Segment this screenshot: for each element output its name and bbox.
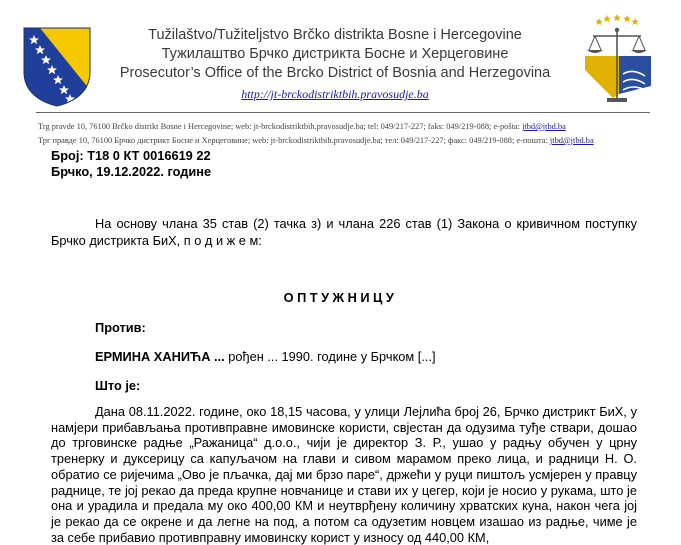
header-divider — [36, 112, 650, 113]
scales-of-justice-logo — [575, 14, 659, 110]
address-line-cyrillic — [38, 136, 594, 145]
website-link[interactable]: http://jt-brckodistriktbih.pravosudje.ba — [241, 87, 429, 101]
against-label: Против: — [95, 320, 146, 335]
header-website — [100, 87, 570, 102]
charge-description-paragraph: Дана 08.11.2022. године, око 18,15 часова, у улици Лејлића број 26, Брчко дистрикт БиХ, у намјери прибављања противправне имовинске користи, свјестан да одузима туђе ствари, дошао до трговинске радње „Ражаница“ д.о.о., чији је директор З. Р., ушао у радњу обучен у црну тренерку и дуксерицу са капуљачом на глави и сивом марамом преко лица, и радници Н. О. обратио се ријечима „Ово је пљачка, дај ми брзо паре“, држећи у руци пиштољ усмјерен у правцу раднице, те јој рекао да преда крупне новчанице и стави их у цегер, који је носио у рукама, што је она и урадила и предала му око 400,00 КМ и неутврђену количину хрватских куна, након чега јој је рекао да се окрене и да легне на под, а потом са одузетим новцем изашао из радње, чиме је за себе прибавио противправну имовинску корист у износу од 440,00 КМ, — [51, 404, 637, 545]
coat-of-arms-icon — [22, 26, 92, 108]
document-place-date: Брчко, 19.12.2022. године — [51, 164, 212, 179]
header-office-name-latin: Tužilaštvo/Tužiteljstvo Brčko distrikta Bosne i Hercegovine — [148, 27, 522, 43]
accused-line — [95, 349, 436, 364]
header-office-name-cyrillic: Тужилаштво Брчко дистрикта Босне и Херцеговине — [161, 46, 509, 62]
email-link[interactable]: jtbd@jtbd.ba — [522, 122, 566, 131]
address-line-latin — [38, 122, 566, 131]
address-text-latin: Trg pravde 10, 76100 Brčko distrikt Bosne i Hercegovine; web: jt-brckodistriktbih.pravosudje.ba; tel: 049/217-227; faks: 049/219-088; e-pošta: — [38, 122, 523, 131]
accused-name: ЕРМИНА ХАНИЋА ... — [95, 349, 225, 364]
accused-details: рођен ... 1990. године у Брчком [...] — [224, 349, 436, 364]
header-office-name-english: Prosecutor’s Office of the Brcko District of Bosnia and Herzegovina — [119, 65, 551, 81]
what-label: Што је: — [95, 378, 141, 393]
intro-paragraph: На основу члана 35 став (2) тачка з) и члана 226 став (1) Закона о кривичном поступку Брчко дистрикта БиХ, п о д и ж е м: — [51, 216, 637, 248]
document-number: Број: Т18 0 КТ 0016619 22 — [51, 148, 211, 163]
document-title: ОПТУЖНИЦУ — [283, 290, 398, 305]
email-link-cyrillic[interactable]: jtbd@jtbd.ba — [549, 136, 594, 145]
address-text-cyrillic: Трг правде 10, 76100 Брчко дистрикт Босне и Херцеговине; web: jt-brckodistriktbih.pravosudje.ba; тел: 049/217-227; факс: 049/219-088; е-пошта: — [38, 136, 550, 145]
